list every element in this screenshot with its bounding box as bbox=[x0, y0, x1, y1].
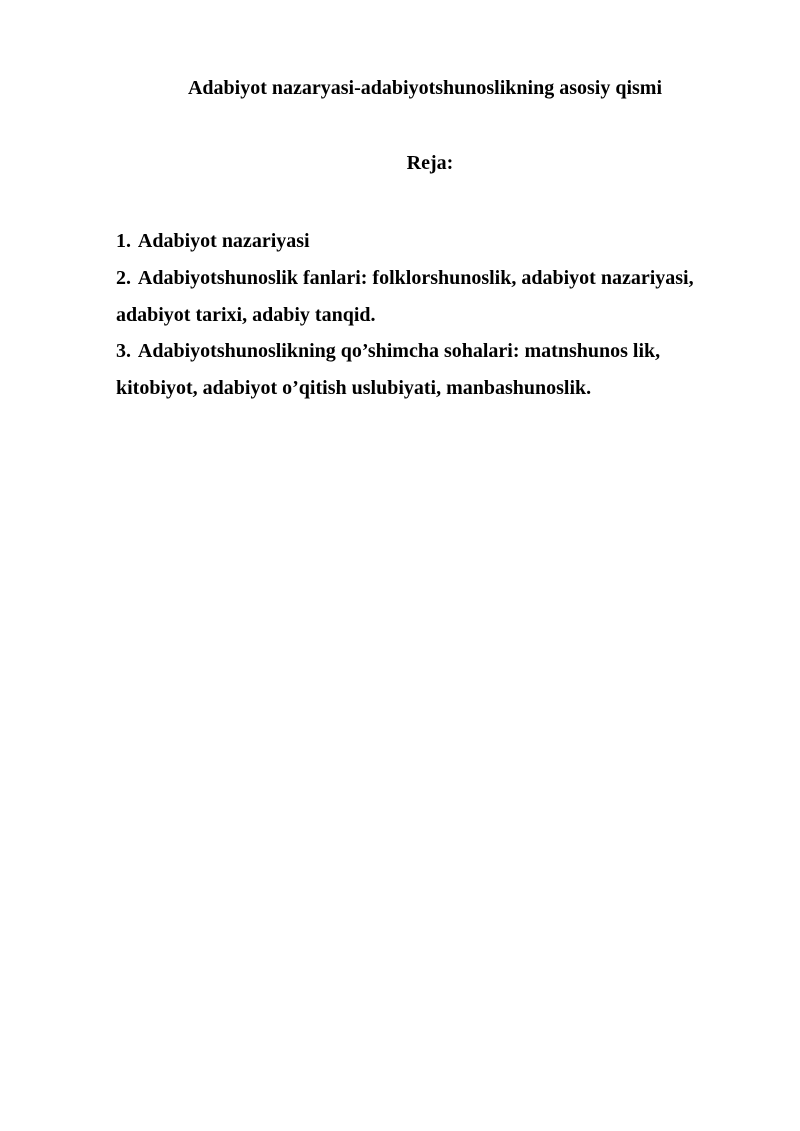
plan-item-number: 3. bbox=[116, 340, 131, 363]
plan-item-text: Adabiyot nazariyasi bbox=[137, 230, 310, 252]
plan-item bbox=[116, 260, 746, 334]
document-title: Adabiyot nazaryasi-adabiyotshunoslikning asosiy qismi bbox=[187, 77, 663, 99]
plan-item-text: Adabiyotshunoslik fanlari: folklorshunoslik, adabiyot nazariyasi, adabiyot tarixi, adabiy tanqid. bbox=[116, 266, 694, 326]
plan-item-text: Adabiyotshunoslikning qo’shimcha sohalari: matnshunos lik, kitobiyot, adabiyot o’qitish uslubiyati, manbashunoslik. bbox=[116, 340, 661, 400]
plan-item bbox=[116, 223, 746, 260]
plan-list bbox=[116, 223, 746, 407]
plan-item bbox=[116, 333, 746, 407]
plan-heading: Reja: bbox=[406, 152, 454, 174]
plan-item-number: 2. bbox=[116, 266, 131, 289]
plan-item-number: 1. bbox=[116, 230, 131, 252]
